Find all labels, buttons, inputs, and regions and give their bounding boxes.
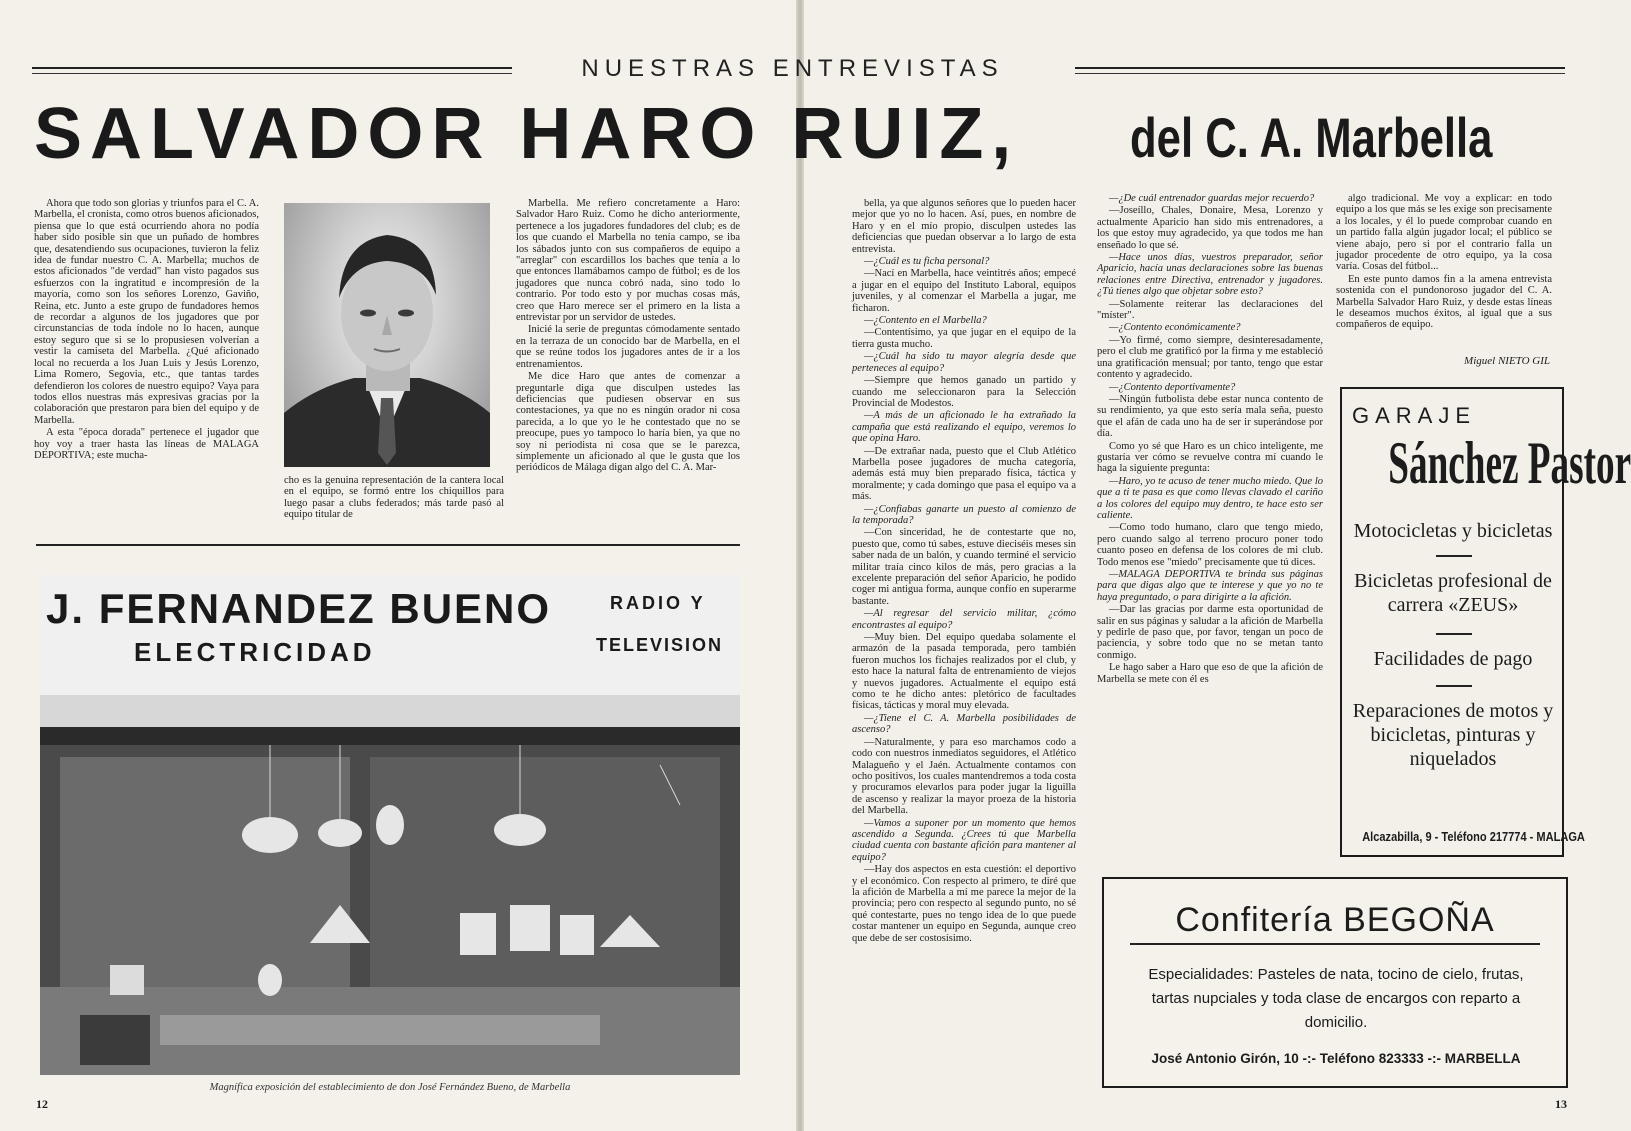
begona-ad — [1102, 877, 1568, 1088]
garaje-address: Alcazabilla, 9 - Teléfono 217774 - MALAGA — [1362, 829, 1585, 844]
column-5-paragraph: —Haro, yo te acuso de tener mucho miedo. Que lo que a ti te pasa es que como llevas clavado el cariño a los colores del equipo muy dentro, te hace esto ser caliente. — [1097, 475, 1323, 521]
column-5-paragraph: —Solamente reiterar las declaraciones del "míster". — [1097, 298, 1323, 322]
column-4-paragraph: —Naturalmente, y para eso marchamos codo a codo con nuestros inmediatos seguidores, el Atlético Malagueño y el Jaén. Actualmente contamos con ocho positivos, los cuales mantendremos a toda costa y procuramos elevarlos para poder jugar la liguilla de ascenso y realizar la mayor proeza de la historia del Marbella. — [852, 736, 1076, 817]
article-divider — [36, 544, 740, 546]
shop-photo — [40, 575, 740, 1075]
portrait-photo — [284, 203, 490, 467]
garaje-line-3: Facilidades de pago — [1373, 648, 1533, 670]
column-5-paragraph: Le hago saber a Haro que eso de que la afición de Marbella se mete con él es — [1097, 662, 1323, 685]
column-4-paragraph: —Contentísimo, ya que jugar en el equipo de la tierra gusta mucho. — [852, 327, 1076, 350]
header-rule-right-thin — [1075, 73, 1565, 74]
column-4-paragraph: —A más de un aficionado le ha extrañado la campaña que está realizando el equipo, veremos lo que opina Haro. — [852, 410, 1076, 445]
column-5-paragraph: —¿Contento económicamente? — [1109, 322, 1241, 334]
column-1-paragraph: Ahora que todo son glorias y triunfos para el C. A. Marbella, el cronista, como otros buenos aficionados, piensa que lo que está ocurriendo ahora no podía haber sido posible sin que un puñado de hombres que, desatendiendo sus ocupaciones, tuvieron la feliz idea de fundar nuestro C. A. Marbella; muchos de estos aficionados "de verdad" han visto pagados sus esfuerzos con la ingratitud e incompresión de la mayoría, como son los señores Lorenzo, Gaviño, Reina, etc. Junto a este grupo de fundadores hemos de recordar a algunos de los jugadores que por circunstancias de toda índole no lo hacen, aunque estoy seguro que si se lo propusiesen volverían a vestir la camiseta del Marbella. ¿Qué aficionado local no recuerda a los Juan Luis y Jesús Lorenzo, Lima Romero, Segovia, etc., que tantas tardes defendieron los colores de nuestro equipo? Vaya para todos ellos nuestras más expresivas gracias por la colaboración que prestaron para bien del equipo y de Marbella. — [34, 198, 259, 426]
column-4-paragraph: —Al regresar del servicio militar, ¿cómo encontrastes al equipo? — [852, 608, 1076, 631]
column-4-paragraph: —Siempre que hemos ganado un partido y cuando me seleccionaron para la Selección Provincial de Modestos. — [852, 375, 1076, 409]
column-4-paragraph: —¿Contento en el Marbella? — [864, 315, 987, 327]
garaje-dash-3 — [1436, 685, 1472, 687]
garaje-line-2: Bicicletas profesional de carrera «ZEUS» — [1354, 570, 1552, 616]
shop-sign-tv: TELEVISION — [596, 635, 724, 655]
article-column-3 — [516, 198, 740, 475]
shop-sign-name: J. FERNANDEZ BUENO — [46, 585, 552, 632]
begona-title: Confitería BEGOÑA — [1175, 901, 1495, 939]
byline: Miguel NIETO GIL — [1464, 355, 1550, 367]
column-4-paragraph: —¿Confiabas ganarte un puesto al comienzo de la temporada? — [852, 503, 1076, 526]
garaje-ad — [1340, 387, 1631, 857]
garaje-name: Sánchez Pastor — [1388, 430, 1631, 496]
header-rule-left-thin — [32, 73, 512, 74]
garaje-title: GARAJE — [1352, 403, 1477, 428]
garaje-dash-1 — [1436, 555, 1472, 557]
column-5-paragraph: —¿De cuál entrenador guardas mejor recuerdo? — [1109, 193, 1315, 204]
begona-text: Especialidades: Pasteles de nata, tocino de cielo, frutas, tartas nupciales y toda clase de encargos con reparto a domicilio. — [1148, 966, 1524, 1031]
column-4-paragraph: —Vamos a suponer por un momento que hemos ascendido a Segunda. ¿Crees tú que Marbella ciudad cuenta con bastante afición para mantener al equipo? — [852, 817, 1076, 863]
column-4-paragraph: —De extrañar nada, puesto que el Club Atlético Marbella posee jugadores de mucha categoría, además está muy bien preparado física, táctica y moralmente; y cada domingo que pasa el equipo va a más. — [852, 445, 1076, 503]
column-5-paragraph: —Joseíllo, Chales, Donaire, Mesa, Lorenzo y actualmente Aparicio han sido mis entrenadores, a los que estoy muy agradecido, ya que todos me han enseñado lo que sé. — [1097, 205, 1323, 251]
shop-sign-radio: RADIO Y — [610, 593, 706, 613]
page-number-left: 12 — [36, 1097, 48, 1111]
column-3-paragraph: Marbella. Me refiero concretamente a Haro: Salvador Haro Ruiz. Como he dicho anteriormente, pertenece a los jugadores fundadores del club; es de los que cuando el Marbella no tenía campo, se iba los sábados junto con sus compañeros de equipo a "arreglar" con escardillos los baches que tenía a lo que entonces llamábamos campo de fútbol; es de los jugadores que nunca cobró nada, sino todo lo contrario. Por todo esto y por muchas cosas más, creo que Haro merece ser el primero en la lista a entrevistar por un servidor de ustedes. — [516, 198, 740, 324]
article-column-1 — [34, 198, 259, 462]
column-4-paragraph: bella, ya que algunos señores que lo pueden hacer mejor que yo no lo hacen. Así, pues, en nombre de Haro y en el mío propio, disculpen ustedes las deficiencias que puedan observar a lo largo de esta entrevista. — [852, 198, 1076, 255]
column-4-paragraph: —Hay dos aspectos en esta cuestión: el deportivo y el económico. Con respecto al primero, te diré que la afición de Marbella a mí me parece la mejor de la provincia; pero con respecto al segundo punto, no sé qué contestarte, pues no tengo idea de lo que puede costar mantener un equipo en Segunda, aunque creo que debe de ser costosísimo. — [852, 864, 1076, 944]
shop-caption: Magnífica exposición del establecimiento de don José Fernández Bueno, de Marbella — [209, 1082, 571, 1093]
article-column-6 — [1336, 193, 1552, 332]
garaje-dash-2 — [1436, 633, 1472, 635]
column-5-paragraph: —Dar las gracias por darme esta oportunidad de salir en sus páginas y saludar a la afición de Marbella y pedirle de paso que, por favor, tengan un poco de paciencia, y sobre todo que no se metan tanto conmigo. — [1097, 604, 1323, 661]
column-5-paragraph: —Como todo humano, claro que tengo miedo, pero cuando salgo al terreno procuro poner todo cuanto poseo en defensa de los colores de mi club. Todo menos ese "miedo" precisamente que tú dices. — [1097, 522, 1323, 568]
column-6-paragraph: En este punto damos fin a la amena entrevista sostenida con el pundonoroso jugador del C. A. Marbella Salvador Haro Ruiz, y desde estas líneas le deseamos muchos éxitos, al igual que a sus compañeros de equipo. — [1336, 273, 1552, 331]
column-5-paragraph: —Yo firmé, como siempre, desinteresadamente, pero el club me gratificó por la firma y me estableció una gratificación mensual; por tanto, tengo que estar contento y agradecido. — [1097, 334, 1323, 381]
column-4-paragraph: —¿Cuál ha sido tu mayor alegría desde que perteneces al equipo? — [852, 351, 1076, 374]
column-4-paragraph: —Nací en Marbella, hace veintitrés años; empecé a jugar en el equipo del Instituto Laboral, equipos juveniles, y al comenzar el Marbella a jugar, me ficharon. — [852, 268, 1076, 314]
begona-rule — [1130, 943, 1540, 945]
column-4-paragraph: —¿Cuál es tu ficha personal? — [864, 256, 990, 268]
shop-sign-trade: ELECTRICIDAD — [134, 637, 376, 667]
column-6-paragraph: algo tradicional. Me voy a explicar: en todo equipo a los que más se les exige son precisamente a los locales, y él lo puede comprobar cuando en un partido falla algún jugador local; el público se viene abajo, pero si por el contrario falla un jugador procedente de otro equipo, ya la cosa varía. Cosas del fútbol... — [1336, 193, 1552, 273]
column-4-paragraph: —¿Tiene el C. A. Marbella posibilidades de ascenso? — [852, 712, 1076, 736]
column-5-paragraph: —Hace unos días, vuestros preparador, señor Aparicio, hacía unas declaraciones sobre las buenas relaciones entre Directiva, entrenador y jugadores. ¿Tú tienes algo que objetar sobre esto? — [1097, 252, 1323, 298]
column-5-paragraph: —MALAGA DEPORTIVA te brinda sus páginas para que digas algo que te interese y que yo no te haya preguntado, o para dirigirte a la afición. — [1097, 569, 1323, 603]
garaje-line-4: Reparaciones de motos y bicicletas, pinturas y niquelados — [1352, 700, 1554, 770]
column-5-paragraph: Como yo sé que Haro es un chico inteligente, me gustaría ver cómo se revuelve contra mí cuando le haga la siguiente pregunta: — [1097, 440, 1323, 475]
column-5-paragraph: —Ningún futbolista debe estar nunca contento de su rendimiento, ya que esto sería mala seña, puesto que el afán de cada uno ha de ser ir superándose por día. — [1097, 393, 1323, 440]
garaje-line-1: Motocicletas y bicicletas — [1353, 520, 1553, 542]
header-rule-right — [1075, 67, 1565, 69]
section-title: NUESTRAS ENTREVISTAS — [581, 55, 1004, 82]
column-3-paragraph: Me dice Haro que antes de comenzar a preguntarle diga que disculpen ustedes las deficiencias que pudiesen observar en sus contestaciones, ya que no es ningún orador ni cosa parecida, a lo que yo le he contestado que no se preocupe, pues yo tampoco lo haría bien, ya que no soy ni periodista ni cosa que se le parezca, simplemente un aficionado al que le gusta que los periódicos de Málaga digan algo del C. A. Mar- — [516, 371, 740, 474]
column-3-paragraph: Inicié la serie de preguntas cómodamente sentado en la terraza de un conocido bar de Marbella, en el que se reúne todos los jugadores antes de ir a los entrenamientos. — [516, 324, 740, 370]
headline-name: SALVADOR HARO RUIZ, — [34, 94, 1020, 174]
begona-address: José Antonio Girón, 10 -:- Teléfono 823333 -:- MARBELLA — [1151, 1051, 1521, 1066]
column-1-paragraph: A esta "época dorada" pertenece el jugador que hoy voy a traer hasta las líneas de MALAGA DEPORTIVA; este mucha- — [34, 427, 259, 461]
column-5-paragraph: —¿Contento deportivamente? — [1109, 381, 1236, 393]
column-4-paragraph: —Con sinceridad, he de contestarte que no, puesto que, como tú sabes, estuve dieciséis meses sin saber nada de un balón, y cuando terminé el servicio militar traía cinco kilos de más, pero gracias a la excelente preparación del señor Aparicio, he podido coger mi antigua forma, aunque confío en superarme bastante. — [852, 527, 1076, 607]
article-column-4 — [852, 198, 1076, 945]
headline-club: del C. A. Marbella — [1130, 106, 1493, 169]
article-column-2 — [284, 475, 504, 522]
column-4-paragraph: —Muy bien. Del equipo quedaba solamente el armazón de la pasada temporada, pero también fueron muchos los fichajes realizados por el club, y esto hace la natural falta de entrenamiento de viejos y nuevos jugadores. Actualmente el equipo está como te he dicho antes: pletórico de facultades físicas, tácticas y moral muy elevada. — [852, 632, 1076, 712]
column-2-text: cho es la genuina representación de la cantera local en el equipo, se formó entre los chiquillos para luego pasar a clubs federados; más tarde pasó al equipo titular de — [284, 475, 504, 521]
article-column-5 — [1097, 193, 1323, 686]
page-number-right: 13 — [1555, 1097, 1567, 1111]
header-rule-left — [32, 67, 512, 69]
